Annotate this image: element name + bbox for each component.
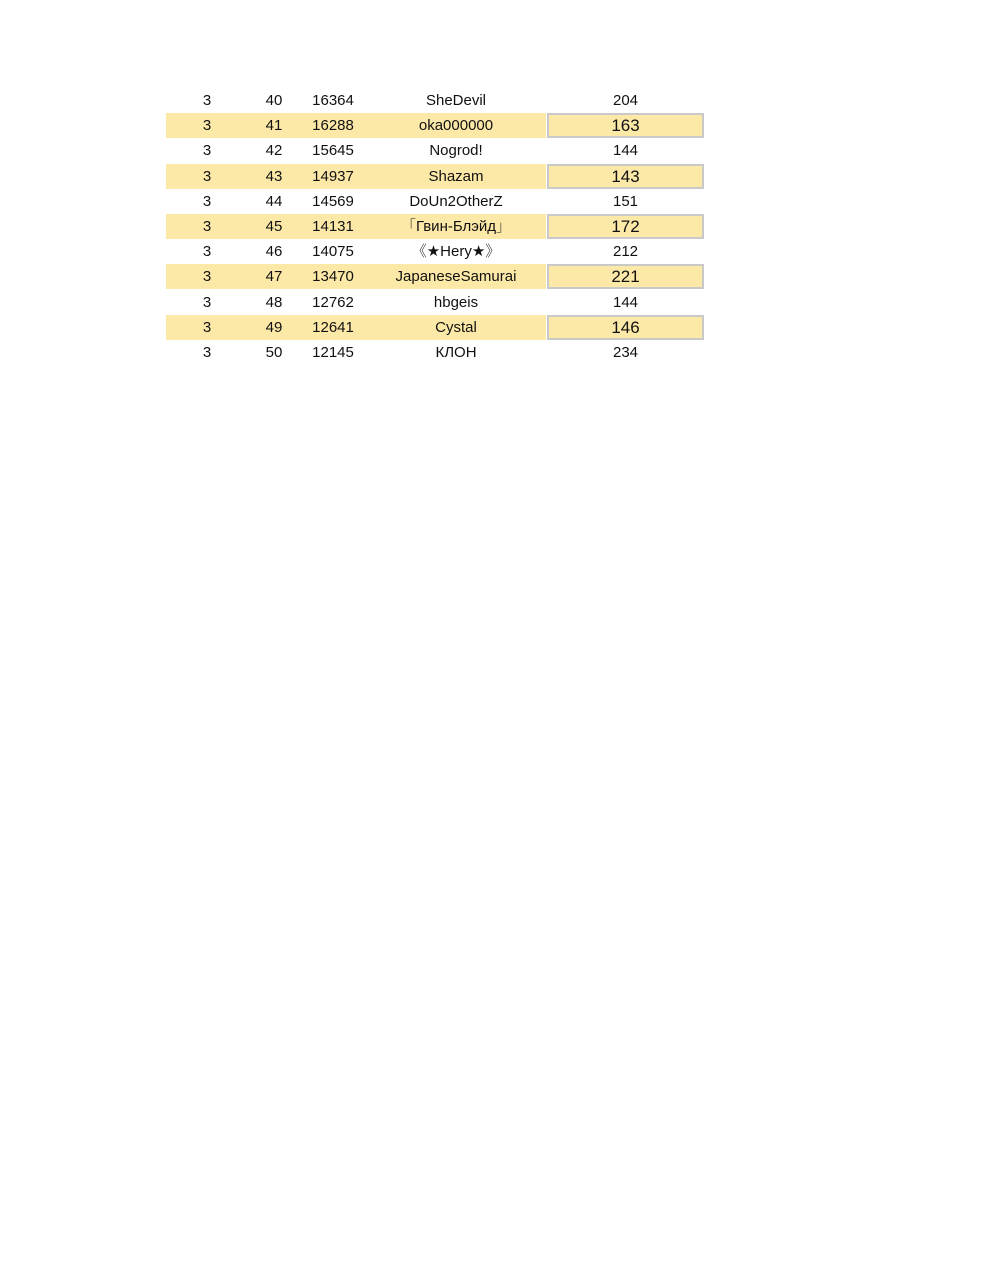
table-row — [166, 138, 704, 163]
score-cell: 212 — [612, 243, 639, 261]
score-cell: 204 — [612, 92, 639, 109]
score-cell: 172 — [611, 216, 640, 236]
player-name-cell: JapaneseSamurai — [395, 268, 517, 286]
rank-cell: 48 — [265, 293, 283, 311]
tier-cell: 3 — [202, 293, 212, 311]
points-cell: 12762 — [312, 293, 354, 311]
player-name-cell: КЛОН — [435, 343, 477, 361]
rank-cell: 49 — [265, 318, 283, 336]
tier-cell: 3 — [202, 243, 212, 261]
points-cell: 12145 — [312, 343, 354, 361]
table-row — [166, 340, 704, 365]
table-row — [166, 214, 704, 239]
score-cell: 151 — [612, 192, 639, 210]
table-row — [166, 239, 704, 264]
score-cell: 144 — [612, 142, 639, 160]
tier-cell: 3 — [202, 142, 212, 160]
score-cell: 146 — [611, 317, 640, 337]
table-row — [166, 88, 704, 113]
player-name-cell: Cystal — [435, 318, 477, 336]
tier-cell: 3 — [202, 167, 212, 185]
rank-cell: 41 — [265, 117, 283, 135]
points-cell: 12641 — [312, 318, 354, 336]
points-cell: 14075 — [312, 243, 354, 261]
table-row — [166, 315, 704, 340]
rank-cell: 43 — [265, 167, 283, 185]
rank-cell: 45 — [265, 217, 283, 235]
table-row — [166, 164, 704, 189]
tier-cell: 3 — [202, 318, 212, 336]
points-cell: 15645 — [312, 142, 354, 160]
points-cell: 13470 — [312, 268, 354, 286]
rank-cell: 46 — [265, 243, 283, 261]
rank-cell: 47 — [265, 268, 283, 286]
player-name-cell: SheDevil — [425, 92, 487, 109]
score-cell: 234 — [612, 343, 639, 361]
rank-cell: 44 — [265, 192, 283, 210]
tier-cell: 3 — [202, 92, 212, 109]
score-cell: 221 — [611, 267, 640, 287]
score-cell: 144 — [612, 293, 639, 311]
table-row — [166, 189, 704, 214]
table-row — [166, 264, 704, 289]
player-name-cell: Shazam — [428, 167, 484, 185]
tier-cell: 3 — [202, 343, 212, 361]
rank-cell: 42 — [265, 142, 283, 160]
table-row — [166, 290, 704, 315]
tier-cell: 3 — [202, 117, 212, 135]
tier-cell: 3 — [202, 192, 212, 210]
score-cell: 163 — [611, 116, 640, 136]
tier-cell: 3 — [202, 268, 212, 286]
tier-cell: 3 — [202, 217, 212, 235]
player-name-cell: 「Гвин-Блэйд」 — [400, 217, 512, 235]
ranking-table — [166, 88, 704, 365]
rank-cell: 40 — [265, 92, 283, 109]
points-cell: 14131 — [312, 217, 354, 235]
rank-cell: 50 — [265, 343, 283, 361]
player-name-cell: oka000000 — [418, 117, 494, 135]
player-name-cell: Nogrod! — [429, 142, 483, 160]
player-name-cell: 《★Hery★》 — [411, 243, 501, 261]
player-name-cell: DoUn2OtherZ — [409, 192, 503, 210]
score-cell: 143 — [611, 166, 640, 186]
points-cell: 14937 — [312, 167, 354, 185]
table-row — [166, 113, 704, 138]
points-cell: 14569 — [312, 192, 354, 210]
player-name-cell: hbgeis — [433, 293, 479, 311]
points-cell: 16288 — [312, 117, 354, 135]
points-cell: 16364 — [312, 92, 354, 109]
